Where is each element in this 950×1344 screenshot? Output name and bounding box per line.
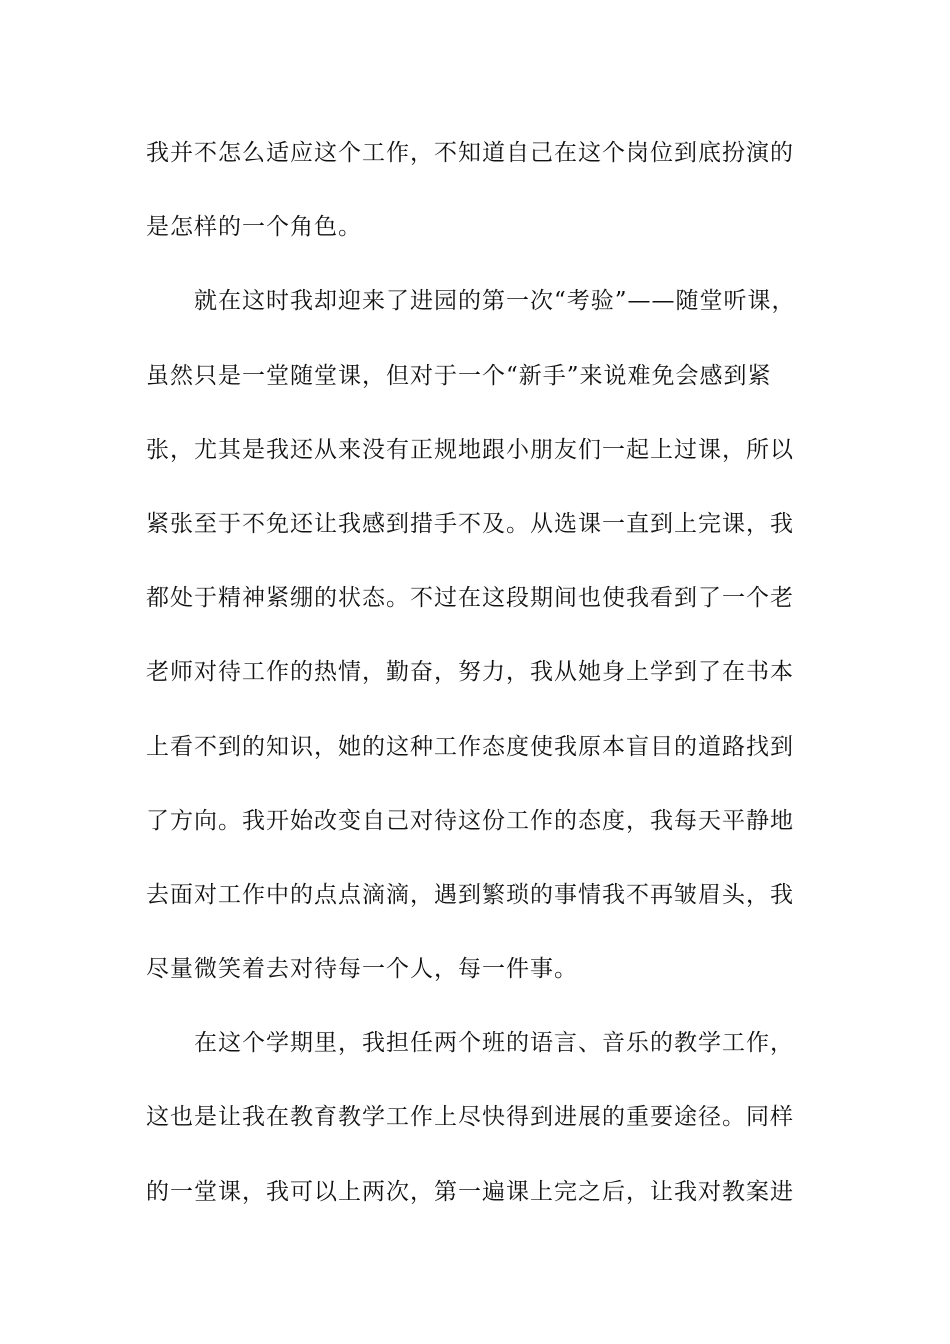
paragraph-start-line: 就在这时我却迎来了进园的第一次“考验”——随堂听课， bbox=[194, 288, 796, 315]
text-line: 张，尤其是我还从来没有正规地跟小朋友们一起上过课，所以 bbox=[146, 436, 794, 463]
text-line: 老师对待工作的热情，勤奋，努力，我从她身上学到了在书本 bbox=[146, 659, 794, 686]
text-line: 这也是让我在教育教学工作上尽快得到进展的重要途径。同样 bbox=[146, 1104, 794, 1131]
paragraph-start-line: 在这个学期里，我担任两个班的语言、音乐的教学工作， bbox=[194, 1030, 794, 1057]
document-body bbox=[146, 124, 816, 1237]
text-line: 紧张至于不免还让我感到措手不及。从选课一直到上完课，我 bbox=[146, 510, 794, 537]
text-line: 我并不怎么适应这个工作，不知道自己在这个岗位到底扮演的 bbox=[146, 140, 794, 166]
text-line: 了方向。我开始改变自己对待这份工作的态度，我每天平静地 bbox=[146, 807, 794, 834]
text-line: 的一堂课，我可以上两次，第一遍课上完之后，让我对教案进 bbox=[146, 1178, 794, 1205]
text-line: 是怎样的一个角色。 bbox=[146, 214, 362, 241]
text-line: 虽然只是一堂随堂课，但对于一个“新手”来说难免会感到紧 bbox=[146, 362, 772, 389]
text-line: 上看不到的知识，她的这种工作态度使我原本盲目的道路找到 bbox=[146, 733, 794, 760]
text-line: 都处于精神紧绷的状态。不过在这段期间也使我看到了一个老 bbox=[146, 585, 794, 612]
text-line: 尽量微笑着去对待每一个人，每一件事。 bbox=[146, 956, 578, 983]
text-line: 去面对工作中的点点滴滴，遇到繁琐的事情我不再皱眉头，我 bbox=[146, 881, 794, 908]
